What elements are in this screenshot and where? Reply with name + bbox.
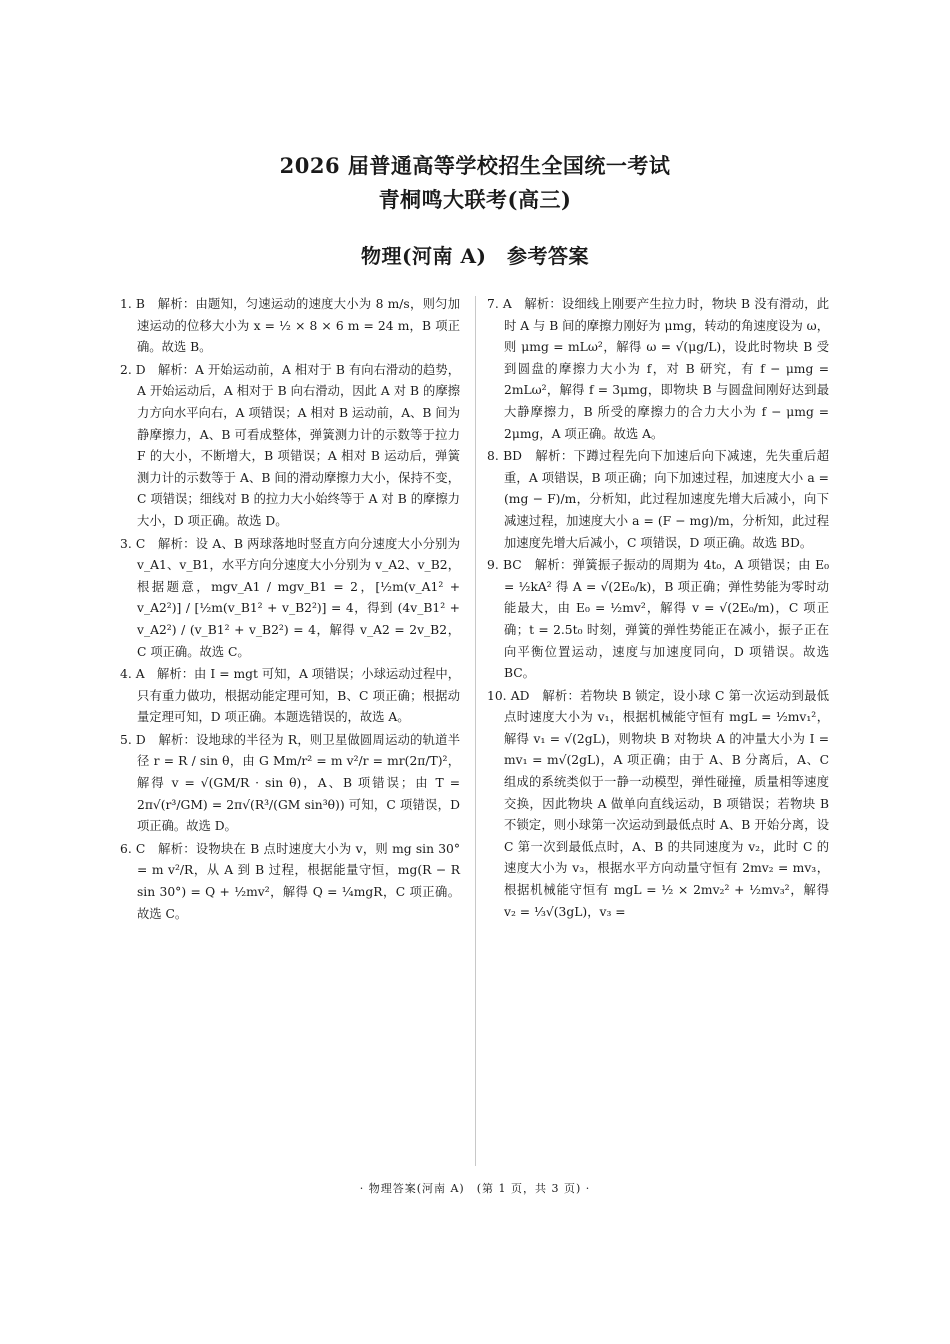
answer-text: 10. AD 解析：若物块 B 锁定，设小球 C 第一次运动到最低点时速度大小为 v₁，根据机械能守恒有 mgL = ½mv₁²，解得 v₁ = √(2gL)，则物块 B 对物块 A 的冲量大小为 I = mv₁ = m√(2gL)，A 项正确；由于 A、B 分离后，A、C 组成的系统类似于一静一动模型，弹性碰撞，质量相等速度交换，因此物块 A 做单向直线运动，B 项错误；若物块 B 不锁定，则小球第一次运动到最低点时 A、B 开始分离，设 C 第一次到最低点时，A、B 的共同速度为 v₂，此时 C 的速度大小为 v₃，根据水平方向动量守恒有 2mv₂ = mv₃，根据机械能守恒有 mgL = ½ × 2mv₂² + ½mv₃²，解得 v₂ = ⅓√(3gL)，v₃ = [487, 688, 829, 919]
answer-text: 1. B 解析：由题知，匀速运动的速度大小为 8 m/s，则匀加速运动的位移大小为 x = ½ × 8 × 6 m = 24 m，B 项正确。故选 B。 [120, 297, 460, 355]
answer-text: 3. C 解析：设 A、B 两球落地时竖直方向分速度大小分别为 v_A1、v_B1，水平方向分速度大小分别为 v_A2、v_B2，根据题意，mgv_A1 / mgv_B1 = 2，[½m(v_A1² + v_A2²)] / [½m(v_B1² + v_B2²)] = 4，得到 (4v_B1² + v_A2²) / (v_B1² + v_B2²) = 4，解得 v_A2 = 2v_B2，C 项正确。故选 C。 [120, 536, 460, 659]
answer-item [487, 555, 829, 685]
answer-text: 2. D 解析：A 开始运动前，A 相对于 B 有向右滑动的趋势，A 开始运动后，A 相对于 B 向右滑动，因此 A 对 B 的摩擦力方向水平向右，A 项错误；A 相对 B 运动前，A、B 间为静摩擦力，A、B 可看成整体，弹簧测力计的示数等于拉力 F 的大小，不断增大，B 项错误；A 相对 B 运动后，弹簧测力计的示数等于 A、B 间的滑动摩擦力大小，保持不变，C 项错误；细线对 B 的拉力大小始终等于 A 对 B 的摩擦力大小，D 项正确。故选 D。 [120, 362, 460, 528]
answer-item [487, 446, 829, 554]
answer-text: 6. C 解析：设物块在 B 点时速度大小为 v，则 mg sin 30° = m v²/R，从 A 到 B 过程，根据能量守恒，mg(R − R sin 30°) = Q + ½mv²，解得 Q = ¼mgR，C 项正确。故选 C。 [120, 841, 460, 921]
answer-item [120, 839, 460, 925]
answer-item [120, 360, 460, 533]
column-divider [475, 296, 476, 1166]
answer-item [120, 664, 460, 729]
page-footer: · 物理答案(河南 A) (第 1 页，共 3 页) · [359, 1182, 591, 1195]
answer-item [120, 294, 460, 359]
answer-text: 5. D 解析：设地球的半径为 R，则卫星做圆周运动的轨道半径 r = R / sin θ，由 G Mm/r² = m v²/r = mr(2π/T)²，解得 v = √(GM/R · sin θ)，A、B 项错误；由 T = 2π√(r³/GM) = 2π√(R³/(GM sin³θ)) 可知，C 项错误，D 项正确。故选 D。 [120, 732, 460, 834]
answer-item [487, 294, 829, 445]
exam-series-title: 青桐鸣大联考(高三) [378, 187, 572, 212]
answer-item [487, 686, 829, 924]
answer-item [120, 534, 460, 664]
exam-title: 2026 届普通高等学校招生全国统一考试 [279, 153, 671, 178]
left-column [120, 294, 460, 926]
answer-item [120, 730, 460, 838]
answer-text: 7. A 解析：设细线上刚要产生拉力时，物块 B 没有滑动，此时 A 与 B 间的摩擦力刚好为 μmg，转动的角速度设为 ω，则 μmg = mLω²，解得 ω = √(μg/L)，设此时物块 B 受到圆盘的摩擦力大小为 f，对 B 研究，有 f − μmg = 2mLω²，解得 f = 3μmg，即物块 B 与圆盘间刚好达到最大静摩擦力，B 所受的摩擦力的合力大小为 f − μmg = 2μmg，A 项正确。故选 A。 [487, 297, 829, 441]
answer-text: 8. BD 解析：下蹲过程先向下加速后向下减速，先失重后超重，A 项错误，B 项正确；向下加速过程，加速度大小 a = (mg − F)/m，分析知，此过程加速度先增大后减小，向下减速过程，加速度大小 a = (F − mg)/m，分析知，此过程加速度先增大后减小，C 项错误，D 项正确。故选 BD。 [487, 449, 829, 550]
right-column [487, 294, 829, 924]
answer-text: 4. A 解析：由 I = mgt 可知，A 项错误；小球运动过程中，只有重力做功，根据动能定理可知，B、C 项正确；根据动量定理可知，D 项正确。本题选错误的，故选 A。 [120, 667, 460, 725]
answer-text: 9. BC 解析：弹簧振子振动的周期为 4t₀，A 项错误；由 E₀ = ½kA² 得 A = √(2E₀/k)，B 项正确；弹性势能为零时动能最大，由 E₀ = ½mv²，解得 v = √(2E₀/m)，C 项正确；t = 2.5t₀ 时刻，弹簧的弹性势能正在减小，振子正在向平衡位置运动，速度与加速度同向，D 项错误。故选 BC。 [487, 558, 829, 681]
answer-key-subtitle: 物理(河南 A) 参考答案 [361, 244, 589, 268]
